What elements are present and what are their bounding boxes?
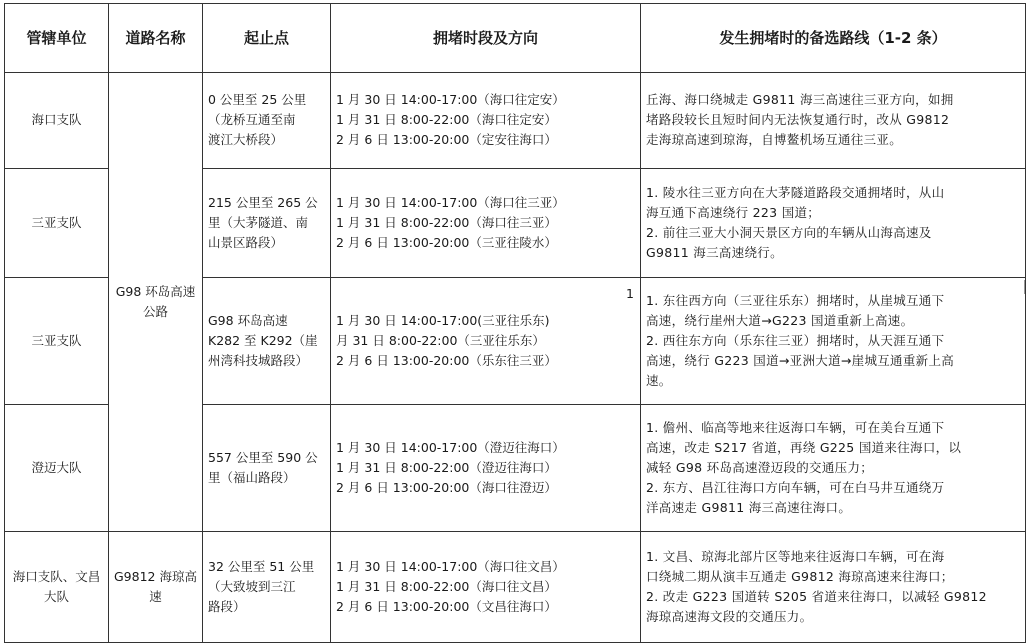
alternative-line: G9811 海三高速绕行。 [646, 244, 783, 260]
alternative-cell [641, 168, 1026, 277]
period-line: 1 月 31 日 8:00-22:00（海口往文昌） [336, 578, 557, 594]
alternative-cell [641, 531, 1026, 642]
alternative-line: 洋高速走 G9811 海三高速往海口。 [646, 499, 852, 515]
section-line: 557 公里至 590 公 [208, 449, 318, 465]
table-row [5, 531, 1026, 642]
header-period: 拥堵时段及方向 [331, 4, 641, 73]
period-line: 2 月 6 日 13:00-20:00（三亚往陵水） [336, 234, 557, 250]
section-line: 32 公里至 51 公里 [208, 558, 315, 574]
section-cell [203, 531, 331, 642]
period-line: 月 31 日 8:00-22:00（三亚往乐东） [336, 332, 545, 348]
alternative-line: 减轻 G98 环岛高速澄迈段的交通压力； [646, 459, 874, 475]
section-line: 215 公里至 265 公 [208, 194, 318, 210]
alternative-line: 海互通下高速绕行 223 国道； [646, 204, 821, 220]
period-cell [331, 531, 641, 642]
alternative-line: 1. 文昌、琼海北部片区等地来往返海口车辆，可在海 [646, 548, 945, 564]
header-section: 起止点 [203, 4, 331, 73]
period-line: 1 月 30 日 14:00-17:00(三亚往乐东) [336, 312, 550, 328]
period-line: 1 月 30 日 14:00-17:00（海口往三亚） [336, 194, 565, 210]
period-cell [331, 404, 641, 531]
section-cell [203, 168, 331, 277]
period-line: 2 月 6 日 13:00-20:00（定安往海口） [336, 132, 557, 148]
section-line: 里（大茅隧道、南 [208, 214, 309, 230]
table-row [5, 73, 1026, 169]
unit-cell: 澄迈大队 [5, 404, 109, 531]
section-line: 路段） [208, 598, 246, 614]
period-line: 1 月 31 日 8:00-22:00（海口往三亚） [336, 214, 557, 230]
unit-cell: 三亚支队 [5, 168, 109, 277]
section-line: 0 公里至 25 公里 [208, 92, 307, 108]
alternative-line: 1. 儋州、临高等地来往返海口车辆，可在美台互通下 [646, 419, 945, 435]
alternative-line: 走海琼高速到琼海，自博鳌机场互通往三亚。 [646, 132, 903, 148]
period-line: 2 月 6 日 13:00-20:00（海口往澄迈） [336, 479, 557, 495]
period-cell [331, 277, 641, 404]
alternative-cell [641, 73, 1026, 169]
section-line: 里（福山路段） [208, 469, 296, 485]
header-alternative: 发生拥堵时的备选路线（1-2 条） [641, 4, 1026, 73]
unit-cell: 海口支队、文昌大队 [5, 531, 109, 642]
section-line: G98 环岛高速 [208, 312, 288, 328]
alternative-cell [641, 404, 1026, 531]
road-cell: G9812 海琼高速 [109, 531, 203, 642]
period-line: 1 月 31 日 8:00-22:00（海口往定安） [336, 112, 557, 128]
alternative-line: 速。 [646, 372, 672, 388]
unit-cell: 海口支队 [5, 73, 109, 169]
section-line: K282 至 K292（崖 [208, 332, 318, 348]
alternative-line: 高速，绕行崖州大道→G223 国道重新上高速。 [646, 312, 914, 328]
alternative-line: 口绕城二期从演丰互通走 G9812 海琼高速来往海口； [646, 568, 954, 584]
period-line: 2 月 6 日 13:00-20:00（文昌往海口） [336, 598, 557, 614]
alternative-line: 高速，绕行 G223 国道→亚洲大道→崖城互通重新上高 [646, 352, 955, 368]
alternative-line: 2. 东方、昌江往海口方向车辆，可在白马井互通绕万 [646, 479, 945, 495]
period-line: 1 月 30 日 14:00-17:00（澄迈往海口） [336, 439, 565, 455]
section-line: （龙桥互通至南 [208, 112, 296, 128]
header-road: 道路名称 [109, 4, 203, 73]
alternative-line: 1. 东往西方向（三亚往乐东）拥堵时，从崖城互通下 [646, 292, 945, 308]
period-line: 1 月 30 日 14:00-17:00（海口往定安） [336, 92, 565, 108]
alternative-line: 2. 前往三亚大小洞天景区方向的车辆从山海高速及 [646, 224, 932, 240]
road-name: G98 环岛高速公路 [115, 283, 196, 319]
alternative-line: 丘海、海口绕城走 G9811 海三高速往三亚方向，如拥 [646, 92, 954, 108]
alternative-line: 堵路段较长且短时间内无法恢复通行时，改从 G9812 [646, 112, 950, 128]
section-line: （大致坡到三江 [208, 578, 296, 594]
section-line: 渡江大桥段） [208, 132, 284, 148]
period-line: 2 月 6 日 13:00-20:00（乐东往三亚） [336, 352, 557, 368]
alternative-line: 2. 西往东方向（乐东往三亚）拥堵时，从天涯互通下 [646, 332, 945, 348]
period-cell [331, 73, 641, 169]
section-cell [203, 404, 331, 531]
header-row [5, 4, 1026, 73]
section-cell [203, 73, 331, 169]
alternative-line: 高速，改走 S217 省道，再绕 G225 国道来往海口，以 [646, 439, 962, 455]
period-line: 1 月 30 日 14:00-17:00（海口往文昌） [336, 558, 565, 574]
alternative-line: 2. 改走 G223 国道转 S205 省道来往海口，以减轻 G9812 [646, 588, 987, 604]
header-unit: 管辖单位 [5, 4, 109, 73]
section-line: 州湾科技城路段） [208, 352, 309, 368]
alternative-line: 海琼高速海文段的交通压力。 [646, 608, 813, 624]
road-cell-merged [109, 73, 203, 532]
page-marker: 1 [626, 286, 634, 301]
alternative-line: 1. 陵水往三亚方向在大茅隧道路段交通拥堵时，从山 [646, 184, 945, 200]
scroll-edge-marker [1024, 280, 1031, 294]
period-cell [331, 168, 641, 277]
unit-cell: 三亚支队 [5, 277, 109, 404]
section-cell [203, 277, 331, 404]
alternative-cell [641, 277, 1026, 404]
period-line: 1 月 31 日 8:00-22:00（澄迈往海口） [336, 459, 557, 475]
traffic-congestion-table [4, 3, 1026, 643]
section-line: 山景区路段） [208, 234, 284, 250]
